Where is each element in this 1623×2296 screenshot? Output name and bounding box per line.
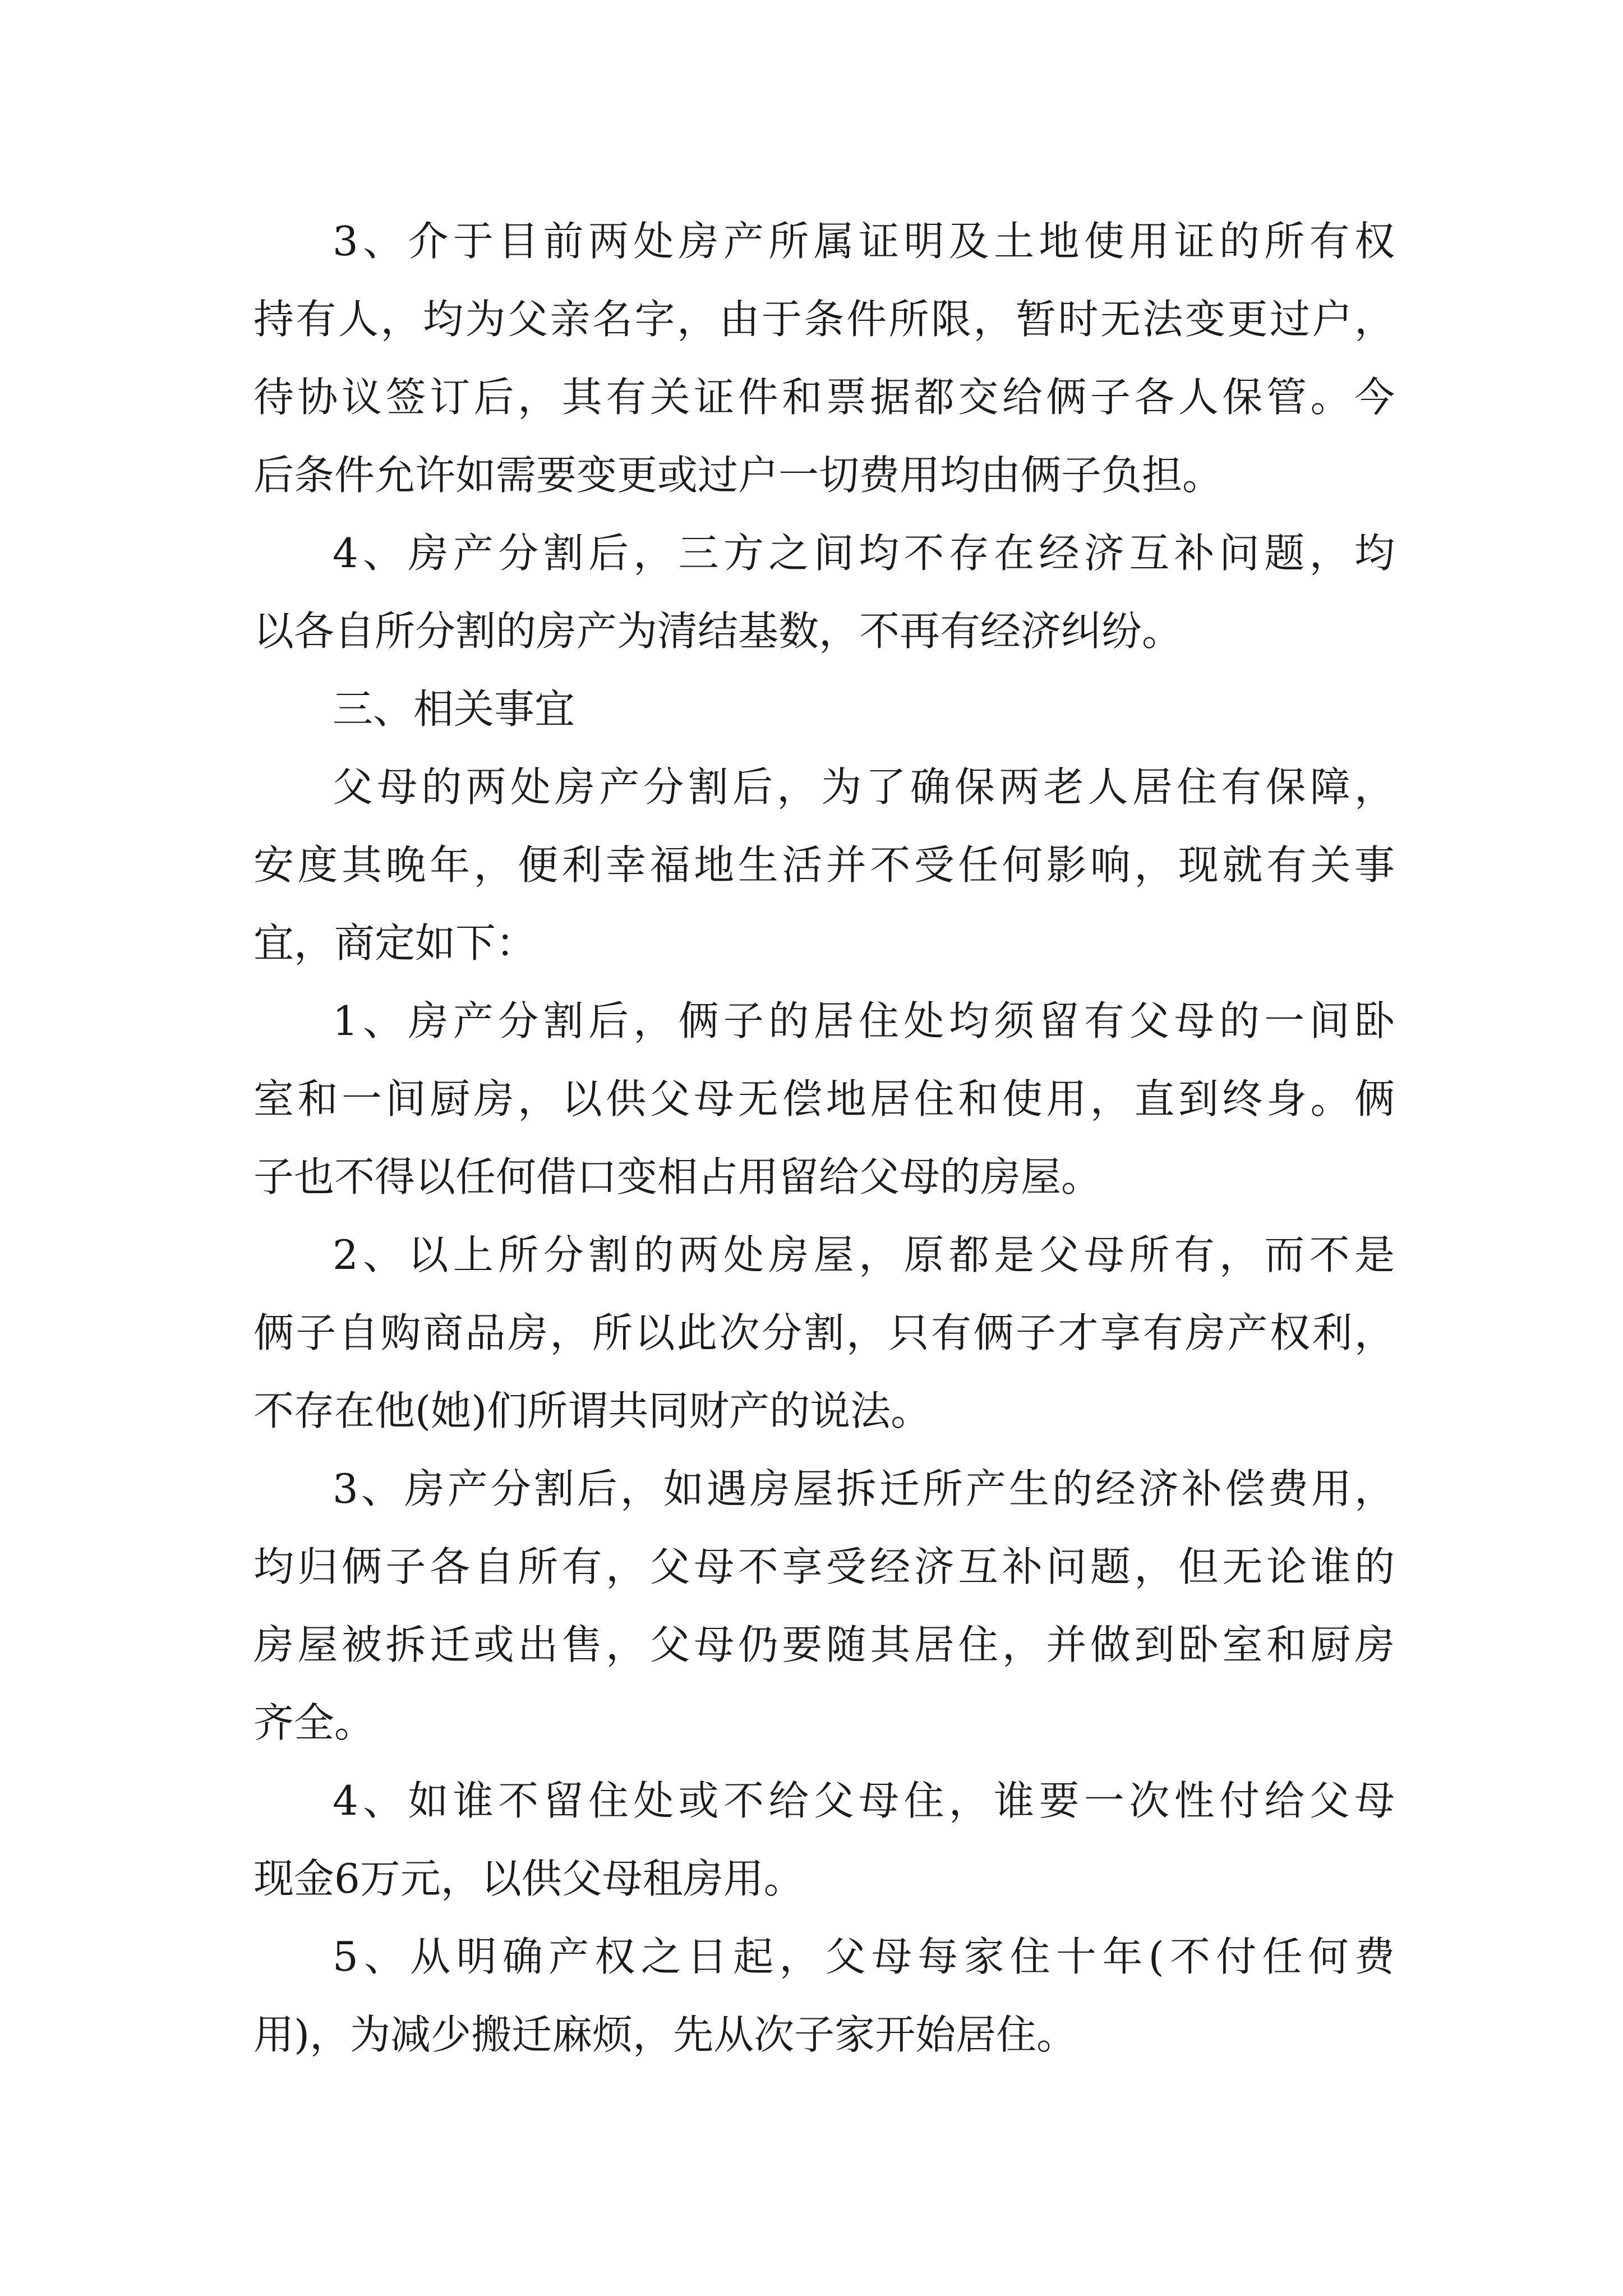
text-line: 4、如谁不留住处或不给父母住，谁要一次性付给父母	[333, 1777, 1395, 1824]
section-heading: 三、相关事宜	[333, 685, 575, 733]
text-line: 现金6万元，以供父母租房用。	[253, 1855, 804, 1902]
text-line: 2、以上所分割的两处房屋，原都是父母所有，而不是	[333, 1231, 1395, 1278]
text-line: 齐全。	[253, 1699, 375, 1746]
text-line: 待协议签订后，其有关证件和票据都交给俩子各人保管。今	[253, 374, 1395, 421]
text-line: 后条件允许如需要变更或过户一切费用均由俩子负担。	[253, 452, 1223, 499]
text-line: 3、房产分割后，如遇房屋拆迁所产生的经济补偿费用，	[333, 1465, 1395, 1512]
text-line: 不存在他(她)们所谓共同财产的说法。	[253, 1387, 932, 1434]
text-line: 持有人，均为父亲名字，由于条件所限，暂时无法变更过户，	[253, 296, 1395, 343]
text-line: 宜，商定如下：	[253, 919, 537, 967]
text-line: 用)，为减少搬迁麻烦，先从次子家开始居住。	[253, 2011, 1077, 2058]
text-line: 1、房产分割后，俩子的居住处均须留有父母的一间卧	[333, 997, 1395, 1045]
text-line: 室和一间厨房，以供父母无偿地居住和使用，直到终身。俩	[253, 1075, 1395, 1122]
text-line: 父母的两处房产分割后，为了确保两老人居住有保障，	[333, 763, 1395, 811]
text-line: 以各自所分割的房产为清结基数，不再有经济纠纷。	[253, 608, 1183, 655]
text-line: 3、介于目前两处房产所属证明及土地使用证的所有权	[333, 218, 1395, 265]
text-line: 房屋被拆迁或出售，父母仍要随其居住，并做到卧室和厨房	[253, 1621, 1395, 1668]
text-line: 安度其晚年，便利幸福地生活并不受任何影响，现就有关事	[253, 841, 1395, 889]
text-line: 均归俩子各自所有，父母不享受经济互补问题，但无论谁的	[253, 1543, 1395, 1590]
text-line: 子也不得以任何借口变相占用留给父母的房屋。	[253, 1153, 1102, 1200]
text-line: 4、房产分割后，三方之间均不存在经济互补问题，均	[333, 530, 1395, 577]
text-line: 5、从明确产权之日起，父母每家住十年(不付任何费	[333, 1933, 1395, 1980]
text-line: 俩子自购商品房，所以此次分割，只有俩子才享有房产权利，	[253, 1309, 1395, 1356]
